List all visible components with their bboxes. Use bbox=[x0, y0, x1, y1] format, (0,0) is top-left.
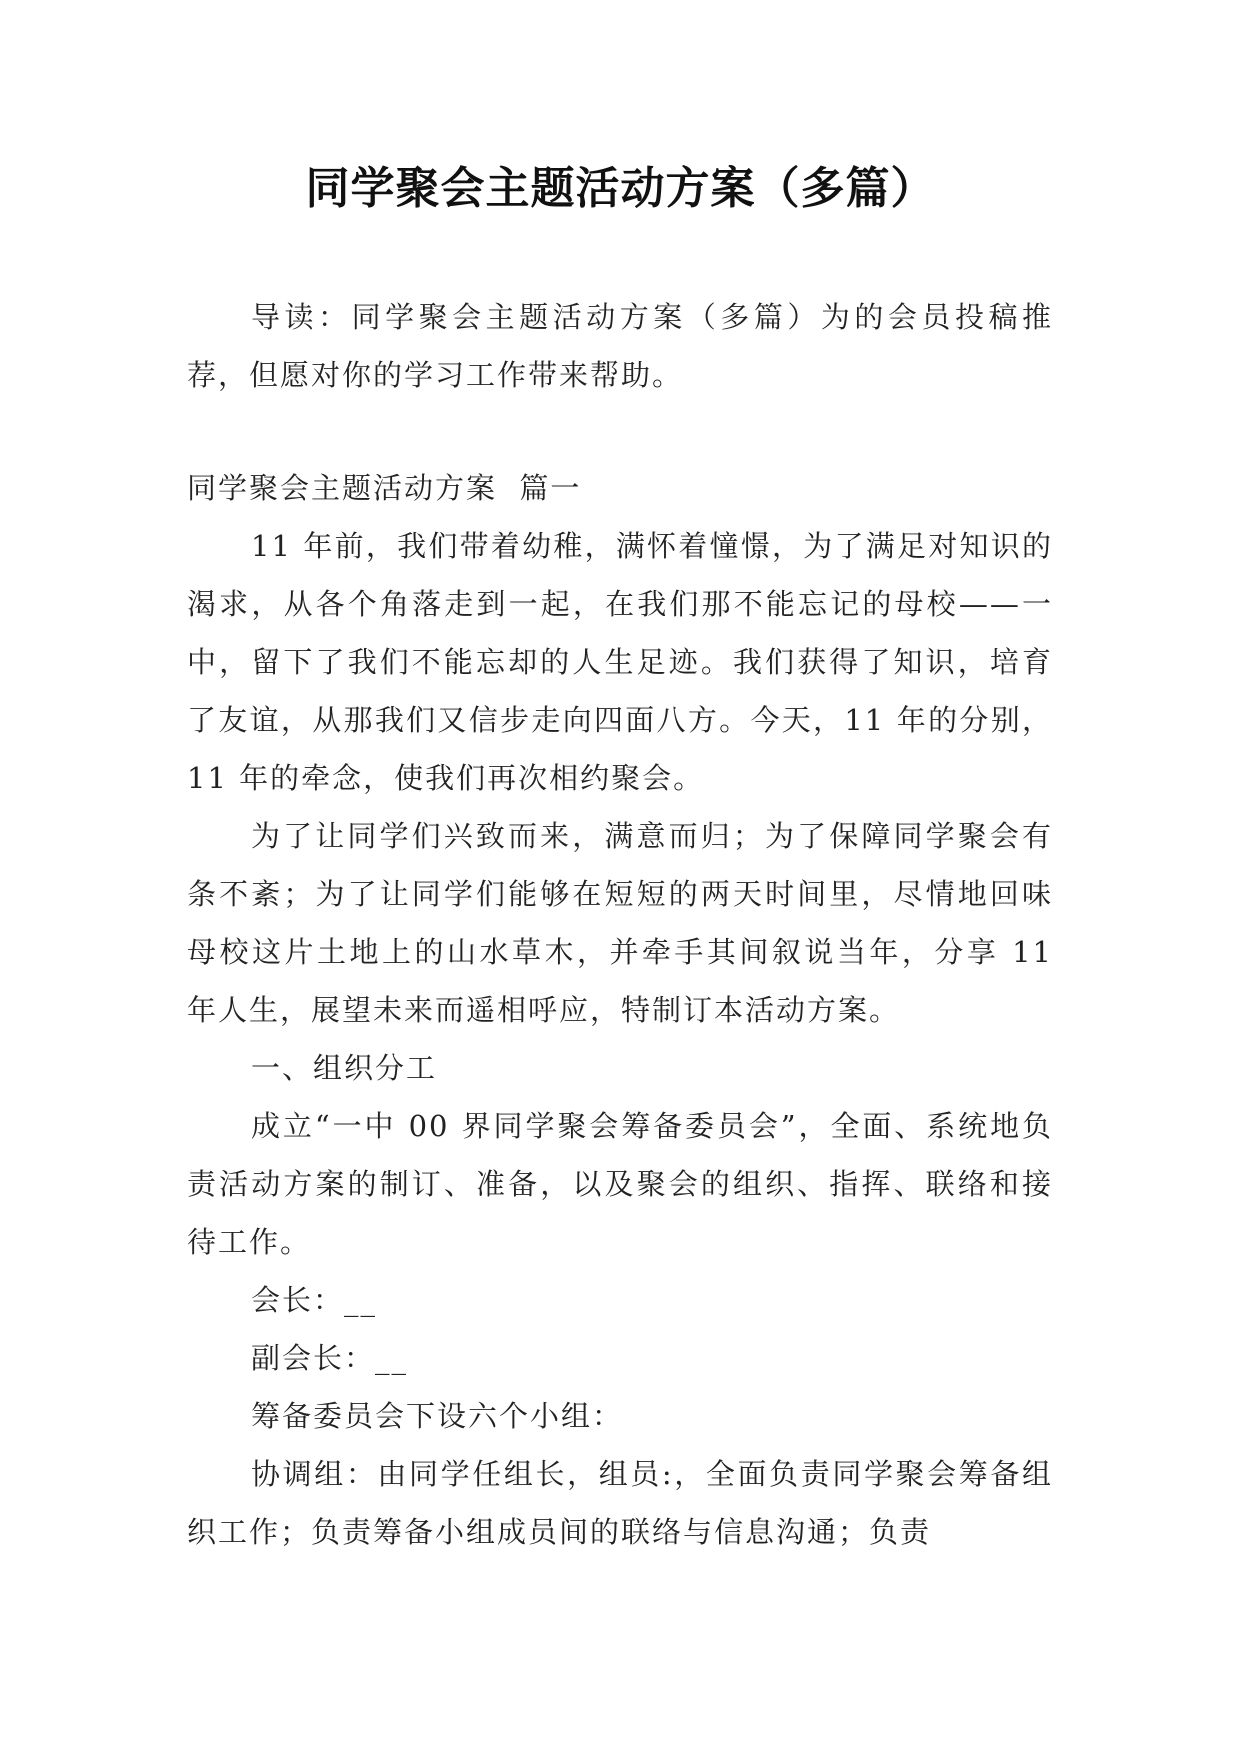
paragraph: 会长：__ bbox=[251, 1283, 378, 1317]
document-body bbox=[187, 288, 1053, 1561]
paragraph: 11 年前，我们带着幼稚，满怀着憧憬，为了满足对知识的渴求，从各个角落走到一起，在我们那不能忘记的母校——一中，留下了我们不能忘却的人生足迹。我们获得了知识，培育了友谊，从那我们又信步走向四面八方。今天，11 年的分别，11 年的牵念，使我们再次相约聚会。 bbox=[187, 529, 1053, 795]
subheading: 一、组织分工 bbox=[251, 1051, 438, 1085]
section-heading: 同学聚会主题活动方案 篇一 bbox=[187, 471, 582, 505]
paragraph: 成立“一中 00 界同学聚会筹备委员会”，全面、系统地负责活动方案的制订、准备，以及聚会的组织、指挥、联络和接待工作。 bbox=[187, 1109, 1053, 1259]
paragraph: 协调组：由同学任组长，组员:，全面负责同学聚会筹备组织工作；负责筹备小组成员间的联络与信息沟通；负责 bbox=[187, 1457, 1053, 1549]
paragraph: 筹备委员会下设六个小组： bbox=[251, 1399, 624, 1433]
paragraph: 副会长：__ bbox=[251, 1341, 409, 1375]
spacer bbox=[187, 404, 1053, 459]
paragraph: 为了让同学们兴致而来，满意而归；为了保障同学聚会有条不紊；为了让同学们能够在短短的两天时间里，尽情地回味母校这片土地上的山水草木，并牵手其间叙说当年，分享 11 年人生，展望未来而遥相呼应，特制订本活动方案。 bbox=[187, 819, 1053, 1027]
document-title: 同学聚会主题活动方案（多篇） bbox=[305, 163, 936, 214]
intro-paragraph: 导读：同学聚会主题活动方案（多篇）为的会员投稿推荐，但愿对你的学习工作带来帮助。 bbox=[187, 300, 1053, 392]
